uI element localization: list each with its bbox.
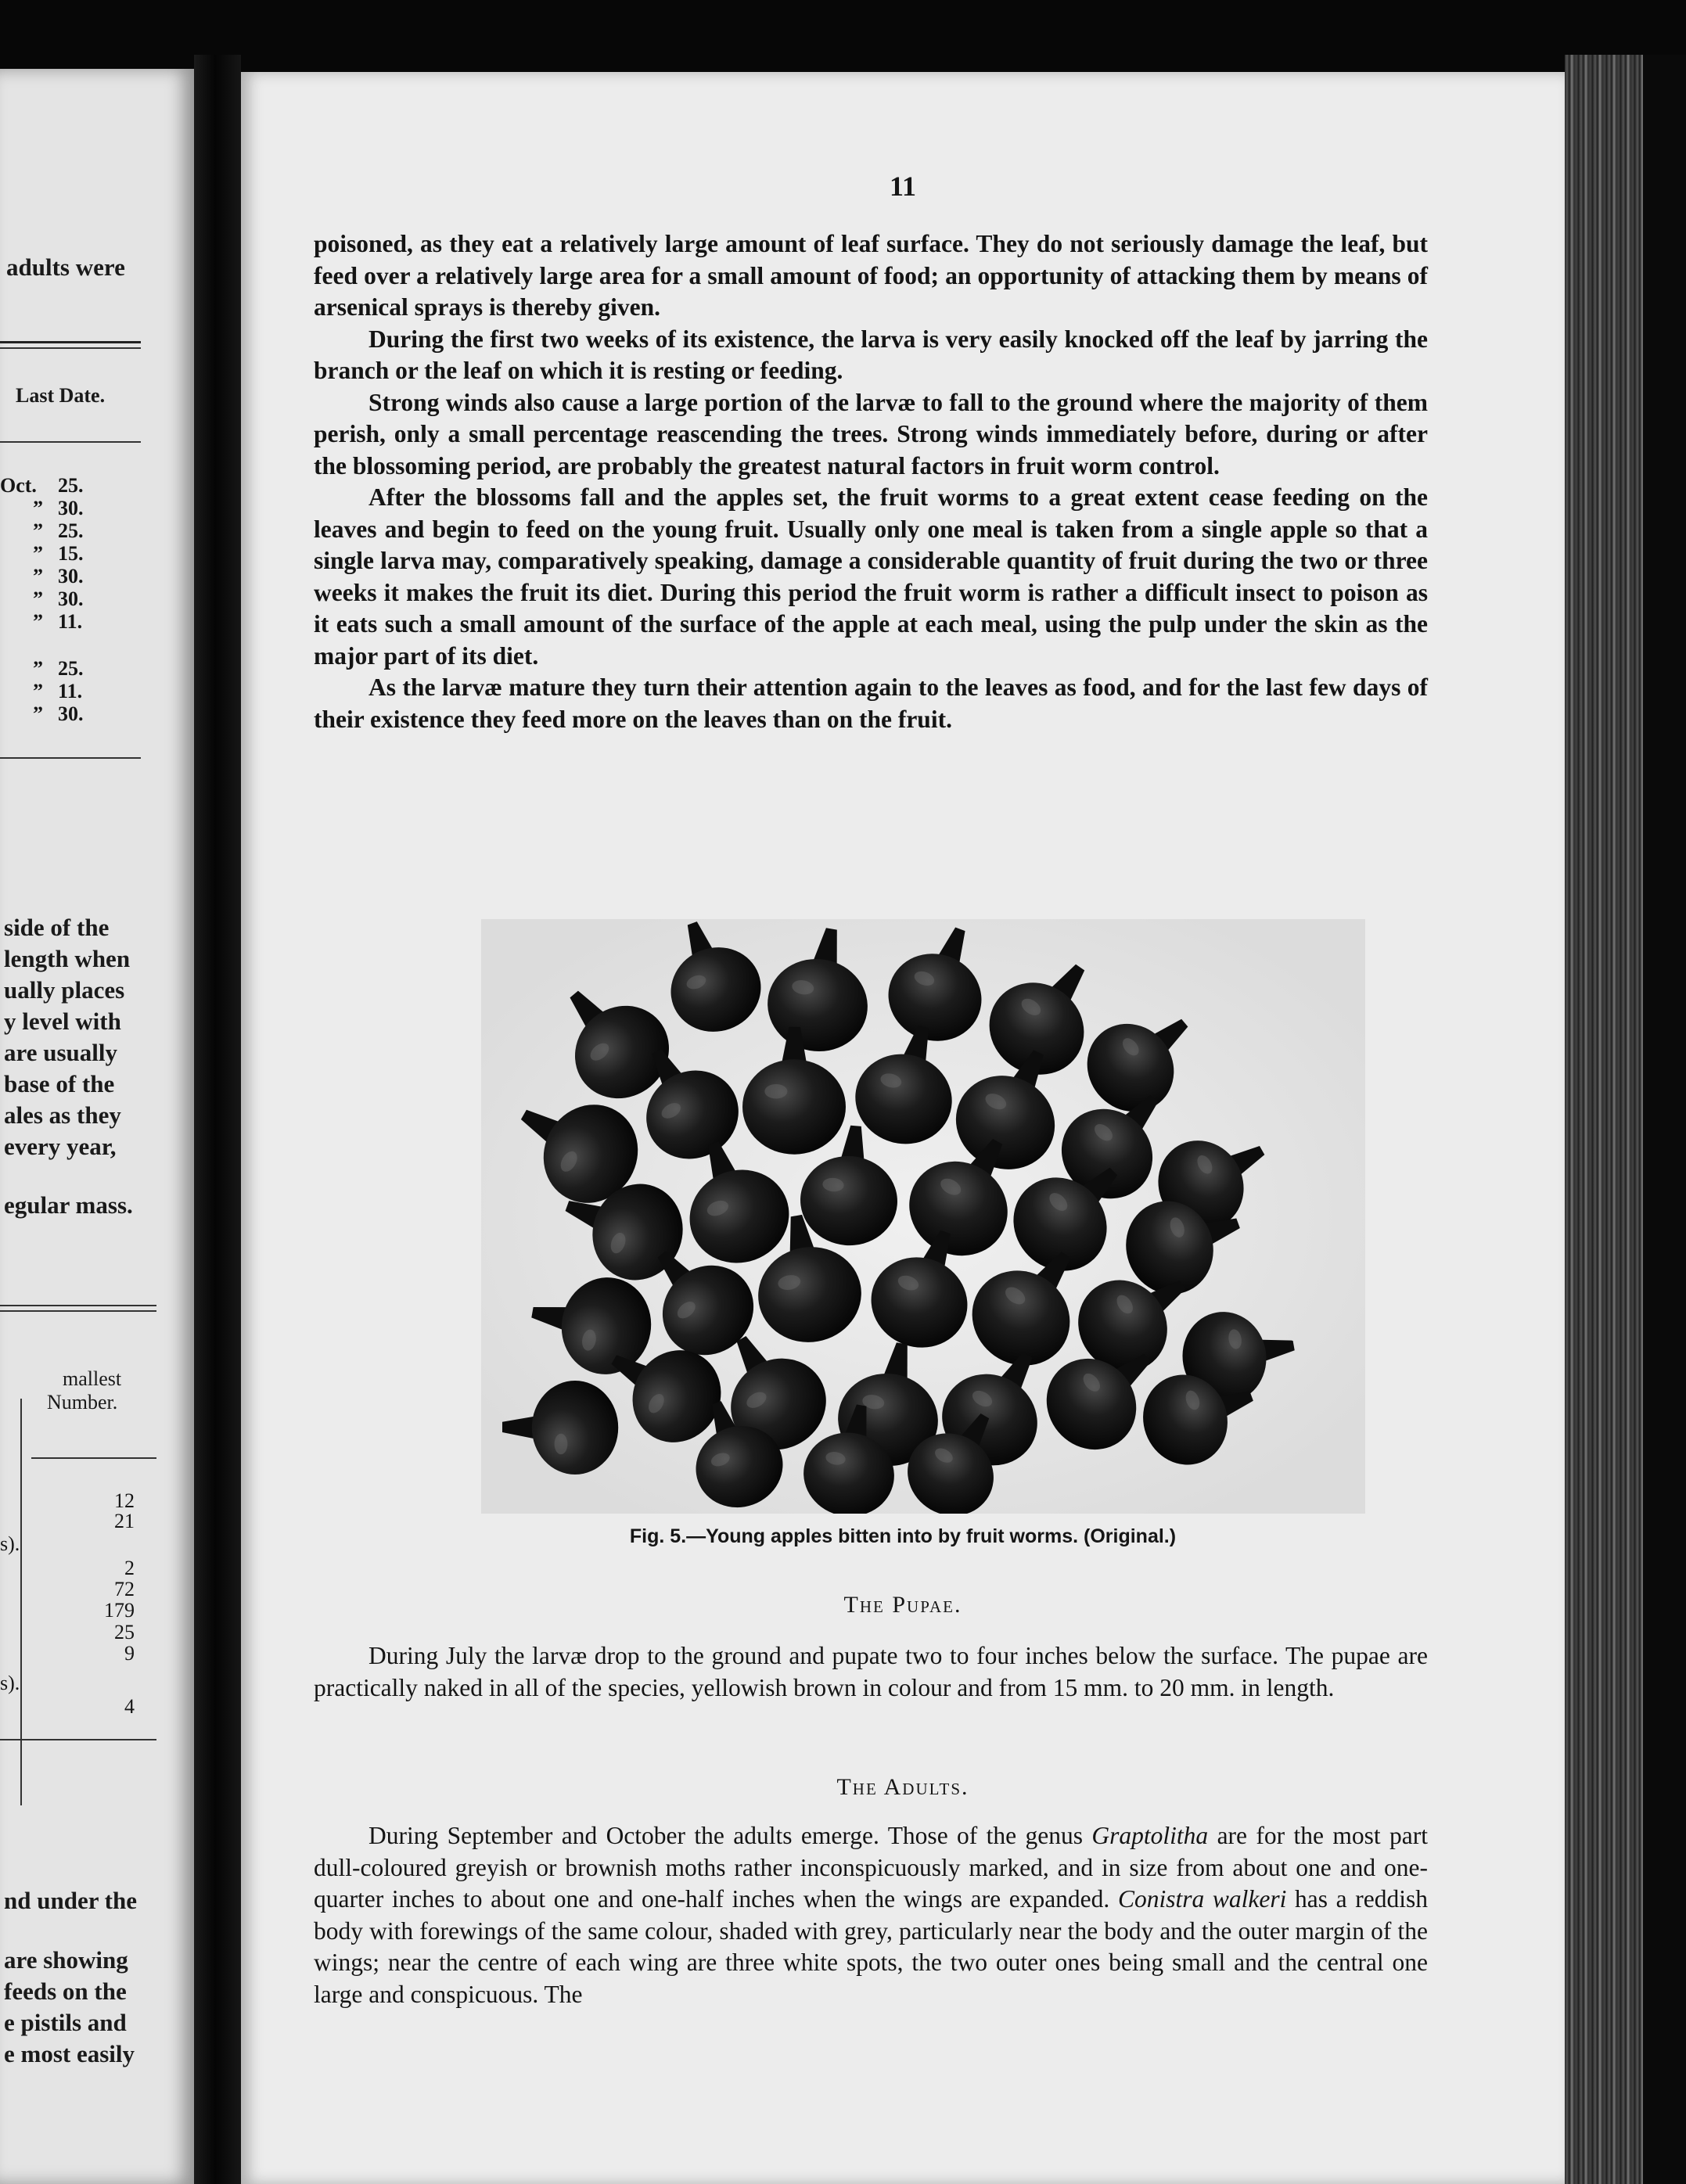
date-value: 30. <box>58 497 84 519</box>
section-heading-pupae: The Pupae. <box>843 1592 962 1618</box>
scan-top-border <box>0 0 1686 72</box>
text-run: During September and October the adults emerge. Those of the genus <box>368 1822 1092 1849</box>
left-text-line: every year, <box>4 1133 117 1160</box>
date-value: 25. <box>58 657 84 680</box>
left-table-header-smallest: mallest <box>63 1367 122 1390</box>
number-value: 4 <box>124 1695 135 1718</box>
left-text-line: e pistils and <box>4 2009 127 2036</box>
ditto-mark: ” <box>33 497 43 519</box>
ditto-mark: ” <box>33 587 43 610</box>
number-value: 25 <box>114 1621 135 1643</box>
date-value: 11. <box>58 610 83 633</box>
paragraph: Strong winds also cause a large portion of the larvæ to fall to the ground where the majority of them perish, only a small percentage reascending the trees. Strong winds immediately before, during or after the blossoming period, are probably the greatest natural factors in fruit worm control. <box>314 388 1428 480</box>
number-value: 2 <box>124 1557 135 1579</box>
left-text-line: ually places <box>4 976 125 1004</box>
table-rule <box>0 441 141 443</box>
left-text-irregular-mass: egular mass. <box>4 1191 133 1219</box>
main-text-block <box>314 228 1428 735</box>
table-rule <box>0 1739 156 1740</box>
date-value: 25. <box>58 474 84 497</box>
table-rule <box>0 347 141 349</box>
paragraph: During the first two weeks of its existence, the larva is very easily knocked off the leaf by jarring the branch or the leaf on which it is resting or feeding. <box>314 325 1428 384</box>
number-value: 12 <box>114 1489 135 1512</box>
ditto-mark: ” <box>33 565 43 587</box>
number-value: 179 <box>104 1599 135 1622</box>
figure-caption: Fig. 5.—Young apples bitten into by fruit worms. (Original.) <box>629 1525 1177 1547</box>
figure-photo-young-apples <box>481 919 1365 1514</box>
ditto-mark: ” <box>33 657 43 680</box>
ditto-mark: ” <box>33 519 43 542</box>
date-value: 25. <box>58 519 84 542</box>
species-name: Conistra walkeri <box>1117 1885 1287 1913</box>
scan-right-border <box>1643 55 1686 2184</box>
row-label: s). <box>0 1672 20 1694</box>
date-value: 11. <box>58 680 83 702</box>
left-text-line: feeds on the <box>4 1977 127 2005</box>
table-column-divider <box>20 1399 22 1805</box>
left-text-adults-were: adults were <box>6 253 125 281</box>
table-rule <box>0 341 141 343</box>
left-table-header-number: Number. <box>47 1391 118 1413</box>
left-text-line: e most easily <box>4 2040 135 2067</box>
row-label: s). <box>0 1532 20 1555</box>
table-rule <box>0 757 141 759</box>
date-value: 30. <box>58 702 84 725</box>
text-run: are for the most part dull-coloured greyish or brownish moths rather inconspicuously marked, and in size from about one and one-quarter inches to about one and one-half inches when the wings are expanded. <box>314 1822 1428 1913</box>
ditto-mark: ” <box>33 680 43 702</box>
date-value: 30. <box>58 587 84 610</box>
paragraph: After the blossoms fall and the apples set, the fruit worms to a great extent cease feeding on the leaves and begin to feed on the young fruit. Usually only one meal is taken from a single apple so that a single larva may, comparatively speaking, damage a considerable quantity of fruit during the two or three weeks it makes the fruit its diet. During this period the fruit worm is rather a difficult insect to poison as it eats such a small amount of the surface of the apple at each meal, using the pulp under the skin as the major part of its diet. <box>314 483 1428 670</box>
number-value: 72 <box>114 1578 135 1600</box>
date-value: 30. <box>58 565 84 587</box>
ditto-mark: ” <box>33 702 43 725</box>
left-text-line: side of the <box>4 914 110 941</box>
paragraph: As the larvæ mature they turn their attention again to the leaves as food, and for the last few days of their existence they feed more on the leaves than on the fruit. <box>314 674 1428 733</box>
paragraph <box>314 1820 1428 2010</box>
left-text-line: are usually <box>4 1039 117 1066</box>
paragraph: During July the larvæ drop to the ground and pupate two to four inches below the surface. The pupae are practically naked in all of the species, yellowish brown in colour and from 15 mm. to 20 mm. in length. <box>314 1642 1428 1701</box>
left-text-line: y level with <box>4 1008 121 1035</box>
page <box>241 72 1565 2184</box>
text-run: has a reddish body with forewings of the same colour, shaded with grey, particularly near the body and the outer margin of the wings; near the centre of each wing are three white spots, the two outer ones being small and the central one large and conspicuous. The <box>314 1885 1429 2008</box>
pupae-text-block <box>314 1640 1428 1704</box>
date-value: 15. <box>58 542 84 565</box>
left-text-line: nd under the <box>4 1887 137 1914</box>
number-value: 21 <box>114 1510 135 1532</box>
left-text-line: base of the <box>4 1070 115 1097</box>
table-rule <box>31 1457 156 1459</box>
left-text-line: are showing <box>4 1946 128 1974</box>
paragraph: poisoned, as they eat a relatively large amount of leaf surface. They do not seriously damage the leaf, but feed over a relatively large area for a small amount of food; an opportunity of attacking them by means of arsenical sprays is thereby given. <box>314 230 1428 321</box>
adults-text-block <box>314 1820 1428 2010</box>
previous-page-fragment <box>0 69 194 2184</box>
left-table-header-last-date: Last Date. <box>16 384 106 407</box>
left-text-line: ales as they <box>4 1101 121 1129</box>
table-rule <box>0 1305 156 1306</box>
book-gutter <box>194 55 241 2184</box>
number-value: 9 <box>124 1642 135 1665</box>
ditto-mark: ” <box>33 542 43 565</box>
left-text-line: length when <box>4 945 131 972</box>
table-rule <box>0 1310 156 1312</box>
genus-name: Graptolitha <box>1091 1822 1209 1849</box>
month-label: Oct. <box>0 474 37 497</box>
page-number: 11 <box>889 171 916 202</box>
section-heading-adults: The Adults. <box>836 1774 969 1800</box>
ditto-mark: ” <box>33 610 43 633</box>
